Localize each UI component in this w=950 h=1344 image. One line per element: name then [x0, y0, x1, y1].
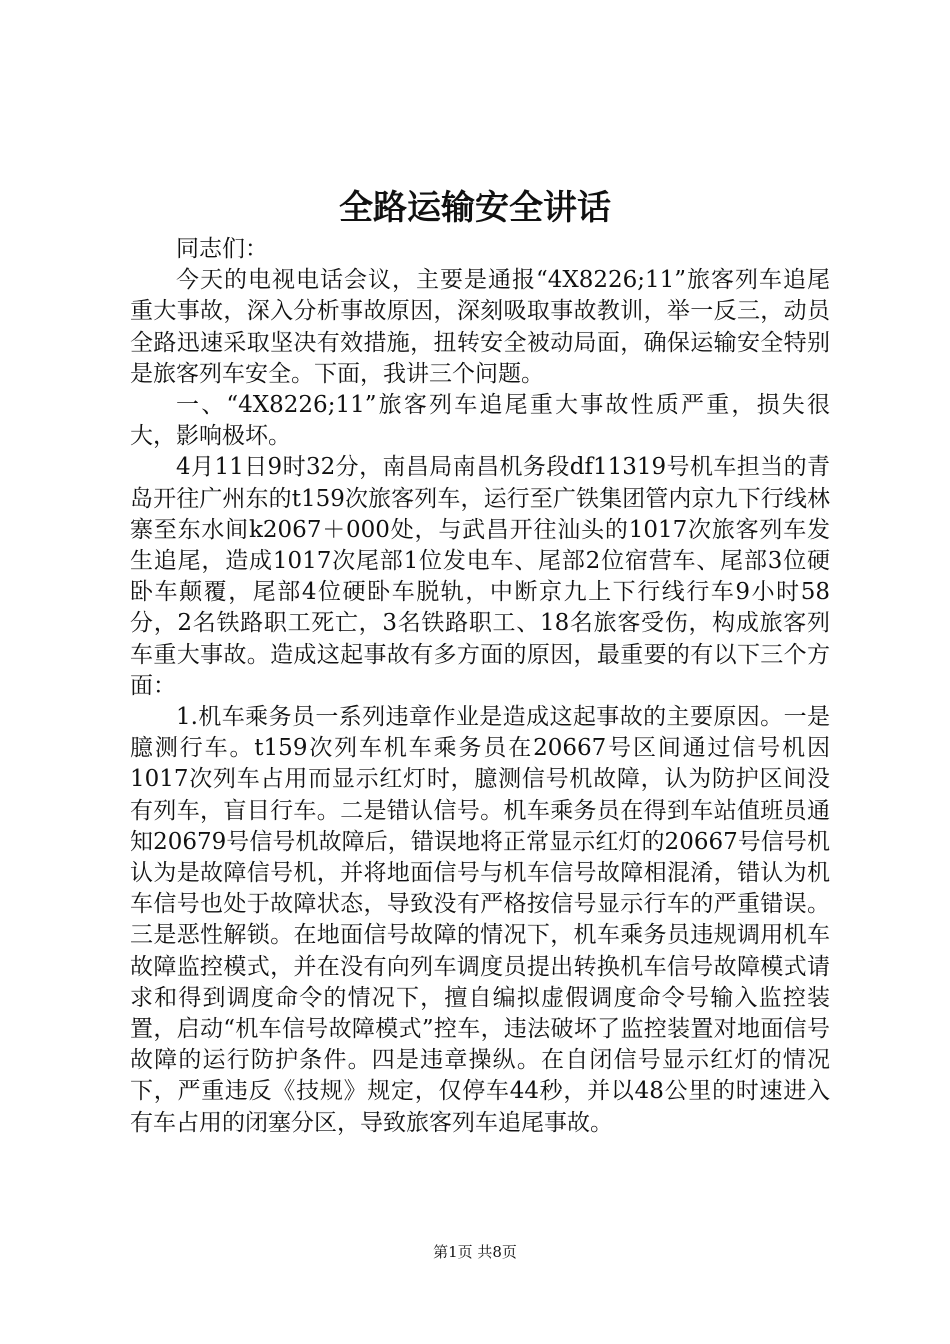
paragraph-cause-1: 1.机车乘务员一系列违章作业是造成这起事故的主要原因。一是臆测行车。t159次列车机车乘务员在20667号区间通过信号机因1017次列车占用而显示红灯时，臆测信号机故障，认为防护区间没有列车，盲目行车。二是错认信号。机车乘务员在得到车站值班员通知20679号信号机故障后，错误地将正常显示红灯的20667号信号机认为是故障信号机，并将地面信号与机车信号故障相混淆，错认为机车信号也处于故障状态，导致没有严格按信号显示行车的严重错误。三是恶性解锁。在地面信号故障的情况下，机车乘务员违规调用机车故障监控模式，并在没有向列车调度员提出转换机车信号故障模式请求和得到调度命令的情况下，擅自编拟虚假调度命令号输入监控装置，启动“机车信号故障模式”控车，违法破坏了监控装置对地面信号故障的运行防护条件。四是违章操纵。在自闭信号显示红灯的情况下，严重违反《技规》规定，仅停车44秒，并以48公里的时速进入有车占用的闭塞分区，导致旅客列车追尾事故。: [130, 704, 830, 1136]
page-footer: 第1页 共8页: [433, 1243, 517, 1261]
paragraph-accident-summary: 4月11日9时32分，南昌局南昌机务段df11319号机车担当的青岛开往广州东的t159次旅客列车，运行至广铁集团管内京九下行线林寨至东水间k2067＋000处，与武昌开往汕头的1017次旅客列车发生追尾，造成1017次尾部1位发电车、尾部2位宿营车、尾部3位硬卧车颠覆，尾部4位硬卧车脱轨，中断京九上下行线行车9小时58分，2名铁路职工死亡，3名铁路职工、18名旅客受伤，构成旅客列车重大事故。造成这起事故有多方面的原因，最重要的有以下三个方面：: [130, 454, 830, 699]
section-heading-1: 一、“4X8226;11”旅客列车追尾重大事故性质严重，损失很大，影响极坏。: [130, 392, 830, 450]
page-title: 全路运输安全讲话: [339, 188, 611, 228]
document-body: [130, 234, 830, 1139]
salutation: 同志们：: [176, 236, 268, 262]
paragraph-intro: 今天的电视电话会议，主要是通报“4X8226;11”旅客列车追尾重大事故，深入分析事故原因，深刻吸取事故教训，举一反三，动员全路迅速采取坚决有效措施，扭转安全被动局面，确保运输安全特别是旅客列车安全。下面，我讲三个问题。: [130, 267, 830, 387]
